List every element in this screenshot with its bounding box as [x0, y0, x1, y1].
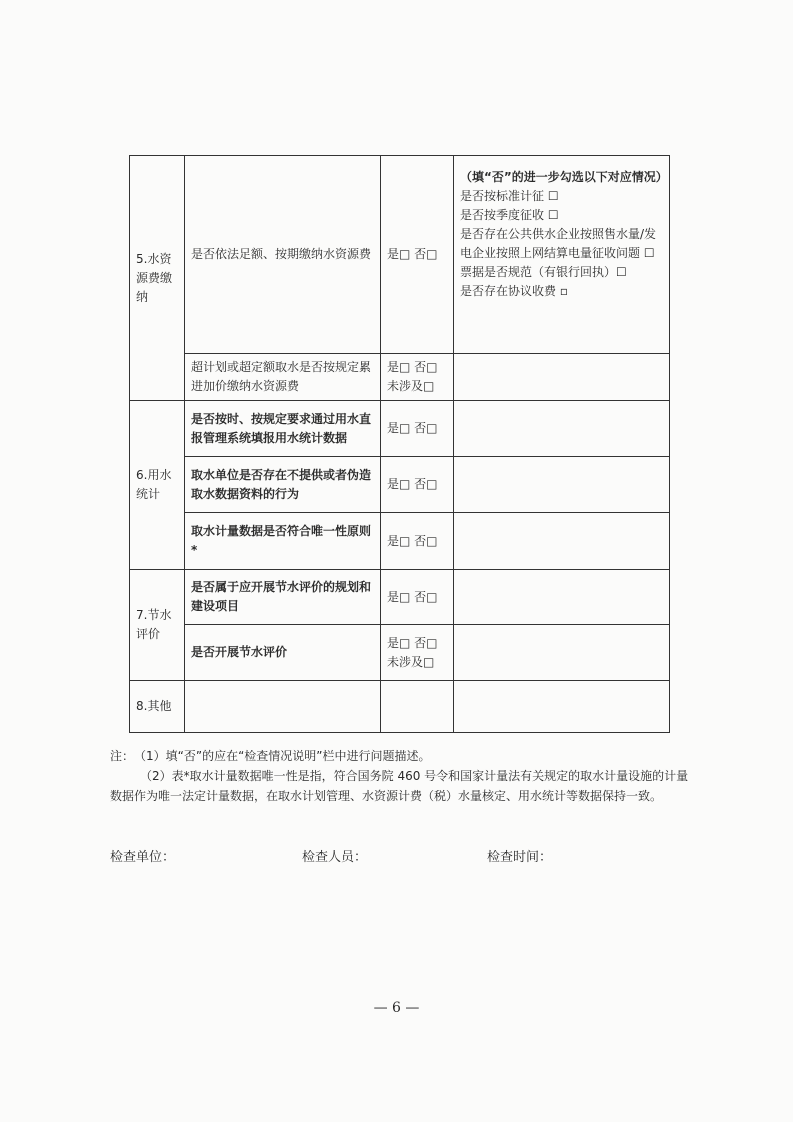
remark-cell — [454, 681, 670, 733]
options-cell: 是□ 否□ — [381, 457, 454, 513]
item-cell: 是否属于应开展节水评价的规划和建设项目 — [185, 570, 381, 625]
remark-line: 是否存在公共供水企业按照售水量/发电企业按照上网结算电量征收问题 ☐ — [460, 227, 657, 260]
options-cell: 是□ 否□ — [381, 513, 454, 570]
remark-line: 是否存在协议收费 ▫ — [460, 284, 568, 298]
footnotes — [110, 746, 692, 806]
item-cell: 取水计量数据是否符合唯一性原则* — [185, 513, 381, 570]
table-row — [130, 401, 670, 457]
options-line: 未涉及□ — [387, 379, 435, 393]
options-line: 未涉及□ — [387, 654, 435, 669]
page-number: — 6 — — [373, 1000, 420, 1016]
remark-cell — [454, 570, 670, 625]
remark-cell — [454, 625, 670, 681]
category-cell: 6.用水统计 — [130, 401, 185, 570]
footnote-2: （2）表*取水计量数据唯一性是指，符合国务院 460 号令和国家计量法有关规定的取水计量设施的计量数据作为唯一法定计量数据，在取水计划管理、水资源计费（税）水量核定、用水统计等数据保持一致。 — [110, 769, 689, 803]
options-cell — [381, 681, 454, 733]
options-line: 是□ 否□ — [387, 360, 438, 374]
item-cell: 超计划或超定额取水是否按规定累进加价缴纳水资源费 — [185, 354, 381, 401]
options-cell: 是□ 否□ — [381, 570, 454, 625]
table-row — [130, 513, 670, 570]
table-row — [130, 354, 670, 401]
category-cell: 8.其他 — [130, 681, 185, 733]
options-cell: 是□ 否□ — [381, 401, 454, 457]
inspector-label: 检查人员： — [302, 850, 368, 865]
table-row — [130, 625, 670, 681]
category-cell: 5.水资源费缴纳 — [130, 156, 185, 401]
inspection-time-label: 检查时间： — [487, 850, 553, 865]
category-cell: 7.节水评价 — [130, 570, 185, 681]
options-cell: 是□ 否□ — [381, 156, 454, 354]
item-cell: 取水单位是否存在不提供或者伪造取水数据资料的行为 — [185, 457, 381, 513]
item-cell: 是否依法足额、按期缴纳水资源费 — [185, 156, 381, 354]
table-row — [130, 156, 670, 354]
inspection-table — [129, 155, 670, 733]
item-cell — [185, 681, 381, 733]
options-cell — [381, 625, 454, 681]
item-cell: 是否开展节水评价 — [185, 625, 381, 681]
remark-cell — [454, 354, 670, 401]
options-line: 是□ 否□ — [387, 635, 438, 650]
table-row — [130, 457, 670, 513]
remark-line: 票据是否规范（有银行回执）☐ — [460, 265, 627, 279]
options-cell — [381, 354, 454, 401]
remark-line: 是否按标准计征 ☐ — [460, 189, 559, 203]
remark-title: （填“否”的进一步勾选以下对应情况） — [460, 170, 668, 184]
table-row — [130, 570, 670, 625]
item-cell: 是否按时、按规定要求通过用水直报管理系统填报用水统计数据 — [185, 401, 381, 457]
table-row — [130, 681, 670, 733]
footnote-1: 注： （1）填“否”的应在“检查情况说明”栏中进行问题描述。 — [110, 749, 431, 763]
remark-line: 是否按季度征收 ☐ — [460, 208, 559, 222]
remark-cell — [454, 401, 670, 457]
inspection-unit-label: 检查单位： — [110, 850, 176, 865]
remark-cell — [454, 156, 670, 354]
remark-cell — [454, 513, 670, 570]
remark-cell — [454, 457, 670, 513]
